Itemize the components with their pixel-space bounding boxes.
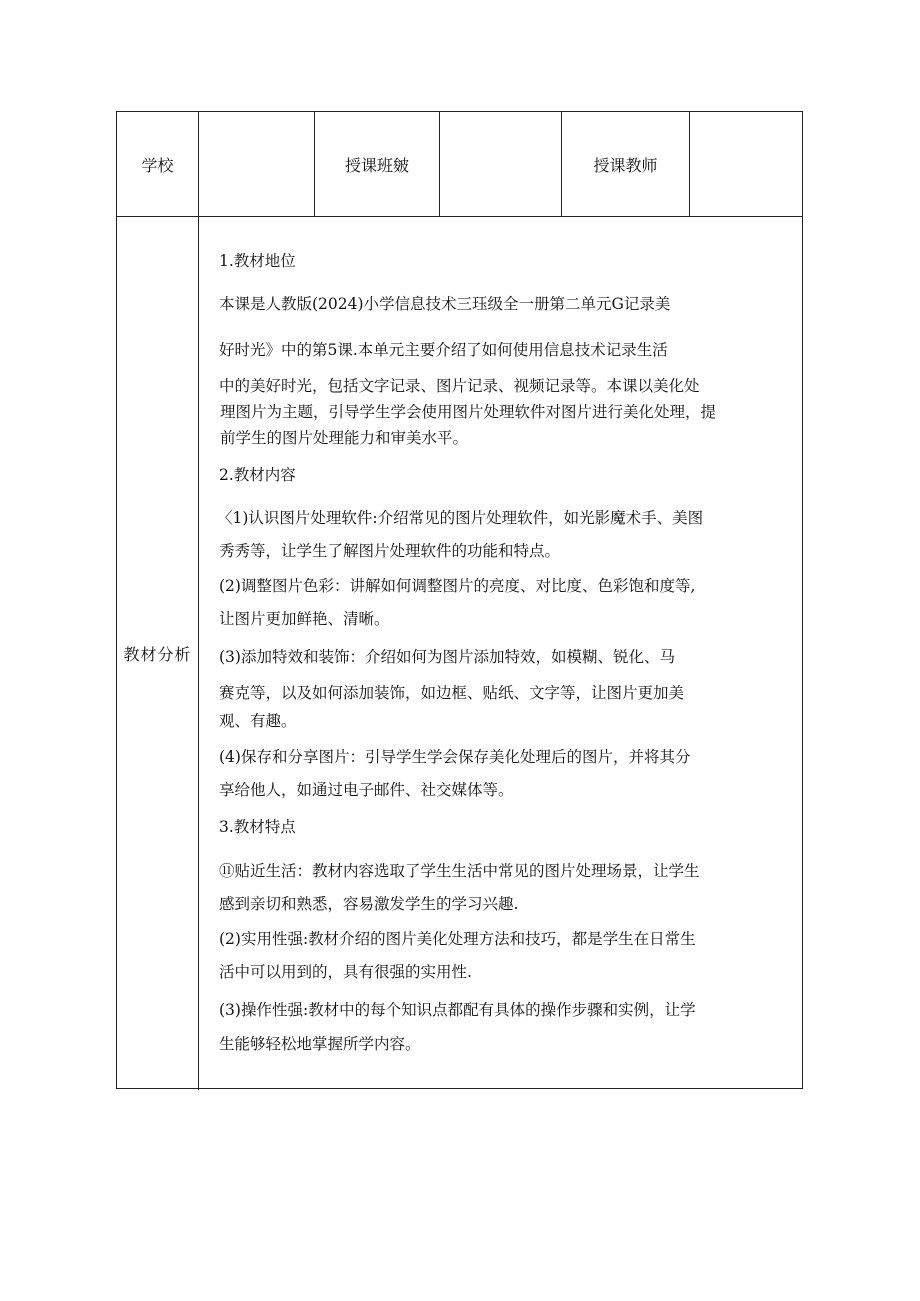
paragraph-line: 本课是人教版(2024)小学信息技术三珏级全一册第二单元G记录美 (219, 295, 671, 313)
paragraph-line: 好时光》中的第5课.本单元主要介绍了如何使用信息技术记录生活 (219, 341, 668, 359)
list-item-line: 活中可以用到的，具有很强的实用性. (219, 963, 472, 981)
heading-features: 3.教材特点 (219, 818, 296, 836)
heading-position: 1.教材地位 (219, 252, 296, 270)
school-value (199, 112, 314, 216)
list-item-line: 感到亲切和熟悉，容易激发学生的学习兴趣. (219, 895, 519, 913)
school-label: 学校 (141, 155, 174, 175)
list-item-line: (2)调整图片色彩：讲解如何调整图片的亮度、对比度、色彩饱和度等, (219, 577, 696, 595)
heading-content: 2.教材内容 (219, 466, 296, 484)
list-item-line: 观、有趣。 (219, 712, 297, 730)
paragraph-line: 理图片为主题，引导学生学会使用图片处理软件对图片进行美化处理，提 (220, 403, 717, 421)
list-item-line: 让图片更加鲜艳、清晰。 (219, 610, 390, 628)
list-item-line: (3)操作性强:教材中的每个知识点都配有具体的操作步骤和实例，让学 (219, 1001, 696, 1019)
paragraph-line: 中的美好时光，包括文字记录、图片记录、视频记录等。本课以美化处 (219, 377, 700, 395)
list-item-line: 赛克等，以及如何添加装饰，如边框、贴纸、文字等，让图片更加美 (219, 684, 685, 702)
teacher-value (690, 112, 802, 216)
teacher-label: 授课教师 (593, 155, 658, 175)
list-item-line: 〈1)认识图片处理软件:介绍常见的图片处理软件，如光影魔术手、美图 (217, 509, 704, 527)
paragraph-line: 前学生的图片处理能力和审美水平。 (220, 429, 469, 447)
list-item-line: 生能够轻松地掌握所学内容。 (219, 1035, 421, 1053)
list-item-line: ⑪贴近生活：教材内容选取了学生生活中常见的图片处理场景，让学生 (219, 862, 700, 880)
list-item-line: (3)添加特效和装饰：介绍如何为图片添加特效，如模糊、锐化、马 (219, 648, 675, 666)
list-item-line: 秀秀等，让学生了解图片处理软件的功能和特点。 (219, 542, 561, 560)
list-item-line: (4)保存和分享图片：引导学生学会保存美化处理后的图片，并将其分 (219, 748, 691, 766)
list-item-line: (2)实用性强:教材介绍的图片美化处理方法和技巧，都是学生在日常生 (219, 930, 696, 948)
lesson-plan-table (116, 111, 803, 1089)
section-content (199, 216, 802, 1088)
section-label: 教材分析 (123, 644, 192, 664)
class-label: 授课班皴 (344, 155, 409, 175)
list-item-line: 享给他人，如通过电子邮件、社交媒体等。 (219, 781, 514, 799)
class-value (440, 112, 561, 216)
